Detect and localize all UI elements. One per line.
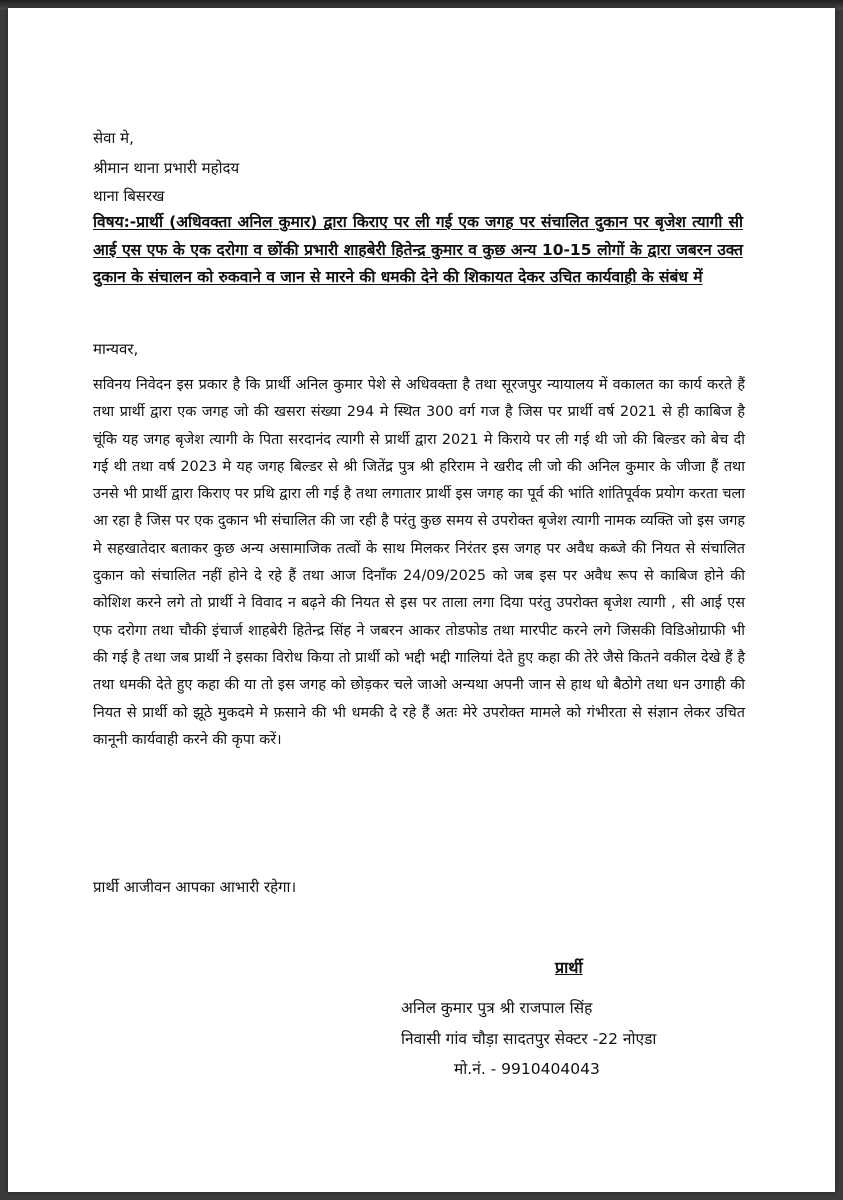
letter-page (8, 8, 835, 1192)
addressee-line-3: थाना बिसरख (93, 187, 165, 205)
signature-mobile: मो.नं. - 9910404043 (454, 1060, 600, 1078)
subject-line: विषय:-प्रार्थी (अधिवक्ता अनिल कुमार) द्वारा किराए पर ली गई एक जगह पर संचालित दुकान पर बृजेश त्यागी सी आई एस एफ के एक दरोगा व छोंकी प्रभारी शाहबेरी हितेन्द्र कुमार व कुछ अन्य 10-15 लोगों के द्वारा जबरन उक्त दुकान के संचालन को रुकवाने व जान से मारने की धमकी देने की शिकायत देकर उचित कार्यवाही के संबंध में (93, 213, 743, 286)
greeting: मान्यवर, (93, 340, 139, 358)
signature-name: अनिल कुमार पुत्र श्री राजपाल सिंह (401, 999, 593, 1017)
closing-line: प्रार्थी आजीवन आपका आभारी रहेगा। (93, 878, 297, 896)
letter-body: सविनय निवेदन इस प्रकार है कि प्रार्थी अनिल कुमार पेशे से अधिवक्ता है तथा सूरजपुर न्यायालय में वकालत का कार्य करते हैं तथा प्रार्थी द्वारा एक जगह जो की खसरा संख्या 294 मे स्थित 300 वर्ग गज है जिस पर प्रार्थी वर्ष 2021 से ही काबिज है चूंकि यह जगह बृजेश त्यागी के पिता सरदानंद त्यागी से प्रार्थी द्वारा 2021 मे किराये पर ली गई थी जो की बिल्डर को बेच दी गई थी तथा वर्ष 2023 मे यह जगह बिल्डर से श्री जितेंद्र पुत्र श्री हरिराम ने खरीद ली जो की अनिल कुमार के जीजा हैं तथा उनसे भी प्रार्थी द्वारा किराए पर प्रथि द्वारा ली गई है तथा लगातार प्रार्थी इस जगह का पूर्व की भांति शांतिपूर्वक प्रयोग करता चला आ रहा है जिस पर एक दुकान भी संचालित की जा रही है परंतु कुछ समय से उपरोक्त बृजेश त्यागी नामक व्यक्ति जो इस जगह मे सहखातेदार बताकर कुछ अन्य असामाजिक तत्वों के साथ मिलकर निरंतर इस जगह पर अवैध कब्जे की नियत से संचालित दुकान को संचालित नहीं होने दे रहे हैं तथा आज दिनाँक 24/09/2025 को जब इस पर अवैध रूप से काबिज होने की कोशिश करने लगे तो प्रार्थी ने विवाद न बढ़ने की नियत से इस पर ताला लगा दिया परंतु उपरोक्त बृजेश त्यागी , सी आई एस एफ दरोगा तथा चौकी इंचार्ज शाहबेरी हितेन्द्र सिंह ने जबरन आकर तोडफोड तथा मारपीट करने लगे जिसकी विडिओग्राफी भी की गई है तथा जब प्रार्थी ने इसका विरोध किया तो प्रार्थी को भद्दी भद्दी गालियां देते हुए कहा की तेरे जैसे कितने वकील देखे हैं है तथा धमकी देते हुए कहा की या तो इस जगह को छोड़कर चले जाओ अन्यथा अपनी जान से हाथ धो बैठोगे तथा धन उगाही की नियत से प्रार्थी को झूठे मुकदमे मे फ़साने की भी धमकी दे रहे हैं अतः मेरे उपरोक्त मामले को गंभीरता से संज्ञान लेकर उचित कानूनी कार्यवाही करने की कृपा करें। (93, 377, 745, 748)
signature-address: निवासी गांव चौड़ा सादतपुर सेक्टर -22 नोएडा (401, 1030, 657, 1048)
addressee-line-1: सेवा मे, (93, 129, 134, 147)
signature-title: प्रार्थी (555, 958, 583, 977)
addressee-line-2: श्रीमान थाना प्रभारी महोदय (93, 159, 240, 177)
